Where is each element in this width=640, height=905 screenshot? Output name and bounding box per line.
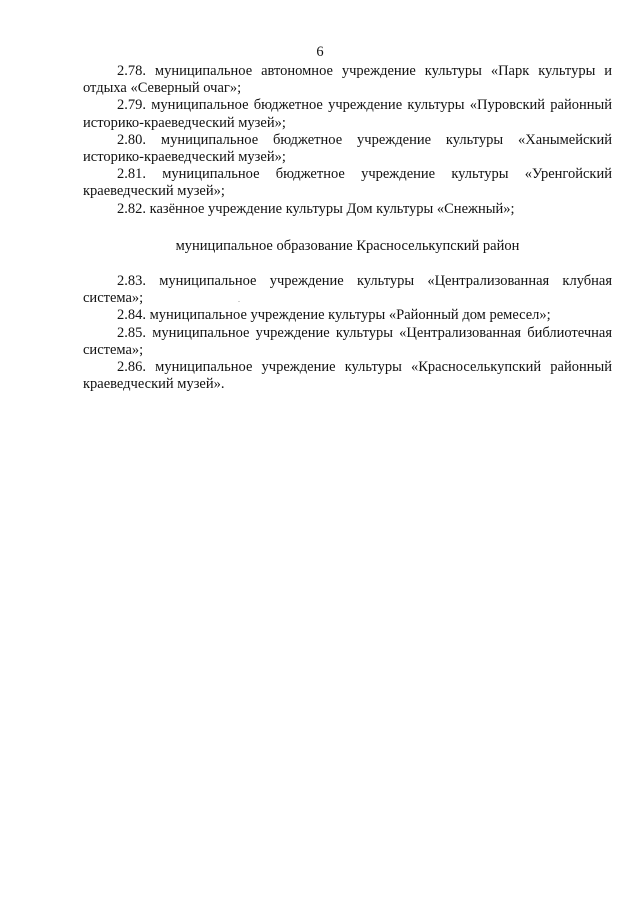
list-item-2-84: 2.84. муниципальное учреждение культуры «Районный дом ремесел»; bbox=[117, 307, 551, 324]
list-item-2-86: 2.86. муниципальное учреждение культуры «Красноселькупский районный краеведческий музей». bbox=[83, 359, 612, 393]
document-body bbox=[83, 63, 612, 393]
page-number: 6 bbox=[316, 44, 324, 60]
list-item-2-81: 2.81. муниципальное бюджетное учреждение культуры «Уренгойский краеведческий музей»; bbox=[83, 166, 612, 200]
list-item-2-80: 2.80. муниципальное бюджетное учреждение культуры «Ханымейский историко-краеведческий музей»; bbox=[83, 131, 612, 166]
list-item-2-83: 2.83. муниципальное учреждение культуры «Централизованная клубная система»; bbox=[83, 273, 612, 307]
scan-speck bbox=[238, 301, 240, 302]
list-item-2-78: 2.78. муниципальное автономное учреждение культуры «Парк культуры и отдыха «Северный очаг»; bbox=[83, 63, 612, 97]
list-item-2-82: 2.82. казённое учреждение культуры Дом культуры «Снежный»; bbox=[117, 200, 515, 217]
list-item-2-79: 2.79. муниципальное бюджетное учреждение культуры «Пуровский районный историко-краеведческий музей»; bbox=[83, 97, 612, 131]
section-heading: муниципальное образование Красноселькупский район bbox=[175, 237, 520, 254]
list-item-2-85: 2.85. муниципальное учреждение культуры «Централизованная библиотечная система»; bbox=[83, 324, 612, 358]
